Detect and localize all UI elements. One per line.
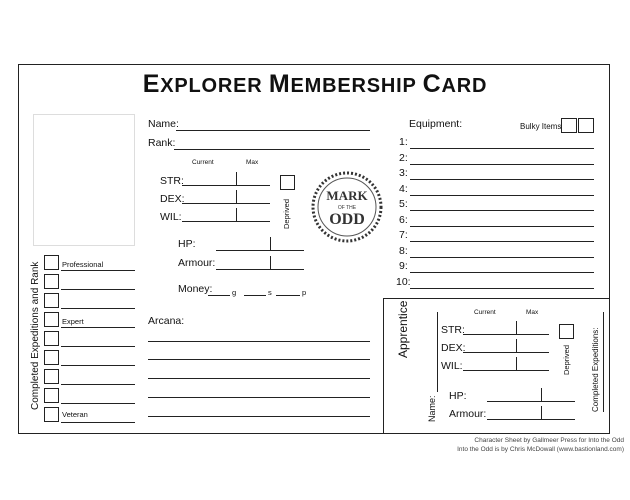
apprentice-dex-divider (516, 339, 517, 353)
money-penny-field[interactable] (276, 295, 300, 296)
apprentice-current-label: Current (474, 309, 496, 316)
rank-professional: Professional (62, 260, 104, 269)
footer-credit-1: Character Sheet by Gallmeer Press for Into the Odd (474, 437, 624, 444)
apprentice-deprived-label: Deprived (562, 344, 571, 375)
money-penny-unit: p (302, 288, 307, 297)
rank-line-9 (61, 422, 135, 423)
apprentice-hp-label: HP: (449, 390, 467, 402)
equipment-slot-7[interactable] (410, 241, 594, 242)
expedition-checkbox-3[interactable] (44, 293, 59, 308)
money-label: Money: (178, 283, 213, 295)
expedition-checkbox-9[interactable] (44, 407, 59, 422)
rank-line-1 (61, 270, 135, 271)
money-gold-unit: g (232, 288, 237, 297)
wil-field[interactable] (182, 221, 270, 222)
expedition-checkbox-6[interactable] (44, 350, 59, 365)
str-label: STR: (160, 175, 184, 187)
title-word-1: XPLORER (160, 75, 269, 97)
seal-word-1: MARK (326, 188, 368, 203)
equipment-slot-2[interactable] (410, 164, 594, 165)
apprentice-expeditions-field[interactable] (603, 312, 604, 412)
expedition-checkbox-1[interactable] (44, 255, 59, 270)
apprentice-dex-field[interactable] (463, 352, 549, 353)
apprentice-max-label: Max (526, 309, 539, 316)
armour-field[interactable] (216, 269, 304, 270)
arcana-line-2[interactable] (148, 359, 370, 360)
equipment-slot-8-label: 8: (399, 244, 408, 257)
apprentice-wil-field[interactable] (463, 370, 549, 371)
hp-divider (270, 237, 271, 251)
title-letter-e: E (142, 70, 161, 98)
apprentice-name-field[interactable] (437, 312, 438, 392)
photo-box[interactable] (33, 114, 135, 246)
wil-divider (236, 208, 237, 222)
apprentice-panel (383, 298, 610, 434)
equipment-slot-4[interactable] (410, 195, 594, 196)
completed-expeditions-rank-label: Completed Expeditions and Rank (30, 261, 41, 410)
rank-label: Rank: (148, 137, 176, 149)
bulky-checkbox-1[interactable] (561, 118, 577, 133)
money-silver-field[interactable] (244, 295, 266, 296)
equipment-slot-5-label: 5: (399, 198, 408, 210)
stats-current-label: Current (192, 159, 214, 166)
mark-of-the-odd-seal (310, 170, 384, 244)
equipment-slot-8[interactable] (410, 257, 594, 258)
rank-expert: Expert (62, 317, 84, 326)
armour-divider (270, 256, 271, 270)
apprentice-armour-label: Armour: (449, 408, 487, 420)
apprentice-armour-divider (541, 406, 542, 420)
armour-label: Armour: (178, 257, 216, 269)
apprentice-hp-field[interactable] (487, 401, 575, 402)
equipment-label: Equipment: (409, 118, 463, 130)
money-silver-unit: s (268, 288, 272, 297)
rank-line-4 (61, 327, 135, 328)
rank-field[interactable] (174, 149, 370, 150)
apprentice-title: Apprentice (396, 300, 410, 358)
dex-label: DEX: (160, 193, 185, 205)
equipment-slot-7-label: 7: (399, 229, 408, 241)
title-letter-m: M (268, 70, 291, 98)
dex-field[interactable] (182, 203, 270, 204)
apprentice-wil-label: WIL: (441, 360, 463, 372)
equipment-slot-5[interactable] (410, 210, 594, 211)
bulky-checkbox-2[interactable] (578, 118, 594, 133)
apprentice-completed-expeditions-label: Completed Expeditions: (591, 327, 600, 412)
str-field[interactable] (182, 185, 270, 186)
equipment-slot-9-label: 9: (399, 260, 408, 272)
seal-word-2: OF THE (337, 205, 357, 211)
arcana-line-3[interactable] (148, 378, 370, 379)
wil-label: WIL: (160, 211, 182, 223)
title-word-2: EMBERSHIP (290, 75, 423, 97)
expedition-checkbox-8[interactable] (44, 388, 59, 403)
title-letter-c: C (422, 70, 442, 98)
dex-divider (236, 190, 237, 204)
expedition-checkbox-5[interactable] (44, 331, 59, 346)
rank-line-3 (61, 308, 135, 309)
apprentice-name-label: Name: (427, 395, 437, 422)
equipment-slot-2-label: 2: (399, 151, 408, 164)
deprived-checkbox[interactable] (280, 175, 295, 190)
hp-label: HP: (178, 238, 196, 250)
equipment-slot-9[interactable] (410, 272, 594, 273)
title-word-3: ARD (441, 75, 488, 97)
equipment-slot-1-label: 1: (399, 136, 408, 148)
money-gold-field[interactable] (208, 295, 230, 296)
equipment-slot-3[interactable] (410, 179, 594, 180)
seal-word-3: ODD (329, 211, 365, 228)
rank-line-2 (61, 289, 135, 290)
apprentice-str-field[interactable] (463, 334, 549, 335)
equipment-slot-4-label: 4: (399, 182, 408, 195)
equipment-slot-6[interactable] (410, 226, 594, 227)
equipment-slot-10-label: 10: (396, 275, 411, 288)
str-divider (236, 172, 237, 186)
bulky-items-label: Bulky Items (520, 122, 562, 131)
apprentice-dex-label: DEX: (441, 342, 466, 354)
name-field[interactable] (176, 130, 370, 131)
apprentice-hp-divider (541, 388, 542, 402)
deprived-label: Deprived (282, 198, 291, 229)
equipment-slot-6-label: 6: (399, 213, 408, 226)
stats-max-label: Max (246, 159, 259, 166)
arcana-line-5[interactable] (148, 416, 370, 417)
arcana-label: Arcana: (148, 315, 185, 327)
rank-line-6 (61, 365, 135, 366)
apprentice-armour-field[interactable] (487, 419, 575, 420)
expedition-checkbox-4[interactable] (44, 312, 59, 327)
card-title (0, 70, 630, 99)
apprentice-deprived-checkbox[interactable] (559, 324, 574, 339)
equipment-slot-1[interactable] (410, 148, 594, 149)
rank-veteran: Veteran (62, 410, 88, 419)
apprentice-str-divider (516, 321, 517, 335)
expedition-checkbox-7[interactable] (44, 369, 59, 384)
arcana-line-4[interactable] (148, 397, 370, 398)
equipment-slot-3-label: 3: (399, 167, 408, 179)
expedition-checkbox-2[interactable] (44, 274, 59, 289)
footer-credit-2: Into the Odd is by Chris McDowall (www.bastionland.com) (457, 446, 624, 453)
rank-line-5 (61, 346, 135, 347)
rank-line-8 (61, 403, 135, 404)
hp-field[interactable] (216, 250, 304, 251)
name-label: Name: (148, 118, 179, 130)
apprentice-str-label: STR: (441, 324, 465, 336)
equipment-slot-10[interactable] (410, 288, 594, 289)
apprentice-wil-divider (516, 357, 517, 371)
rank-line-7 (61, 384, 135, 385)
arcana-line-1[interactable] (148, 341, 370, 342)
